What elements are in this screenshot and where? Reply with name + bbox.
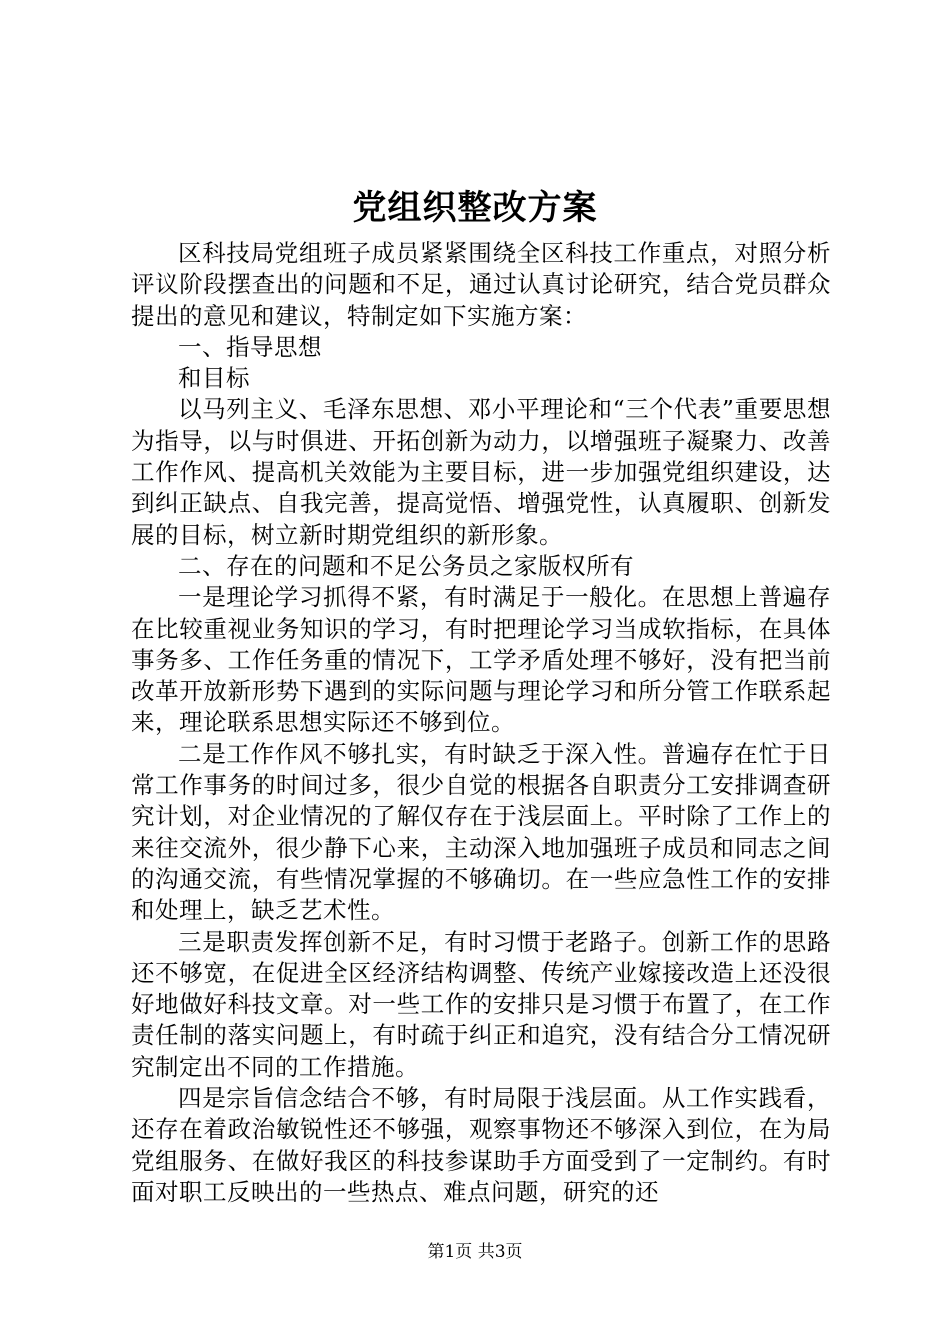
- problem-paragraph-4: 四是宗旨信念结合不够，有时局限于浅层面。从工作实践看，还存在着政治敏锐性还不够强，观察事物还不够深入到位，在为局党组服务、在做好我区的科技参谋助手方面受到了一定制约。有时面对职工反映出的一些热点、难点问题，研究的还: [131, 1084, 831, 1206]
- section-heading-guiding-ideology: 一、指导思想: [178, 332, 322, 361]
- section-heading-continuation: 和目标: [178, 364, 250, 393]
- page-footer: 第1页 共3页: [427, 1242, 523, 1262]
- problem-paragraph-2: 二是工作作风不够扎实，有时缺乏于深入性。普遍存在忙于日常工作事务的时间过多，很少自觉的根据各自职责分工安排调查研究计划，对企业情况的了解仅存在于浅层面上。平时除了工作上的来往交流外，很少静下心来，主动深入地加强班子成员和同志之间的沟通交流，有些情况掌握的不够确切。在一些应急性工作的安排和处理上，缺乏艺术性。: [131, 739, 831, 925]
- document-body: [131, 238, 831, 1208]
- document-title: 党组织整改方案: [352, 188, 598, 228]
- section-heading-problems: 二、存在的问题和不足公务员之家版权所有: [178, 551, 634, 580]
- problem-paragraph-3: 三是职责发挥创新不足，有时习惯于老路子。创新工作的思路还不够宽，在促进全区经济结构调整、传统产业嫁接改造上还没很好地做好科技文章。对一些工作的安排只是习惯于布置了，在工作责任制的落实问题上，有时疏于纠正和追究，没有结合分工情况研究制定出不同的工作措施。: [131, 927, 831, 1081]
- intro-paragraph: 区科技局党组班子成员紧紧围绕全区科技工作重点，对照分析评议阶段摆查出的问题和不足，通过认真讨论研究，结合党员群众提出的意见和建议，特制定如下实施方案：: [131, 239, 831, 330]
- guiding-ideology-paragraph: 以马列主义、毛泽东思想、邓小平理论和“三个代表”重要思想为指导，以与时俱进、开拓创新为动力，以增强班子凝聚力、改善工作作风、提高机关效能为主要目标，进一步加强党组织建设，达到纠正缺点、自我完善，提高觉悟、增强党性，认真履职、创新发展的目标，树立新时期党组织的新形象。: [131, 395, 831, 549]
- problem-paragraph-1: 一是理论学习抓得不紧，有时满足于一般化。在思想上普遍存在比较重视业务知识的学习，有时把理论学习当成软指标，在具体事务多、工作任务重的情况下，工学矛盾处理不够好，没有把当前改革开放新形势下遇到的实际问题与理论学习和所分管工作联系起来，理论联系思想实际还不够到位。: [131, 583, 831, 737]
